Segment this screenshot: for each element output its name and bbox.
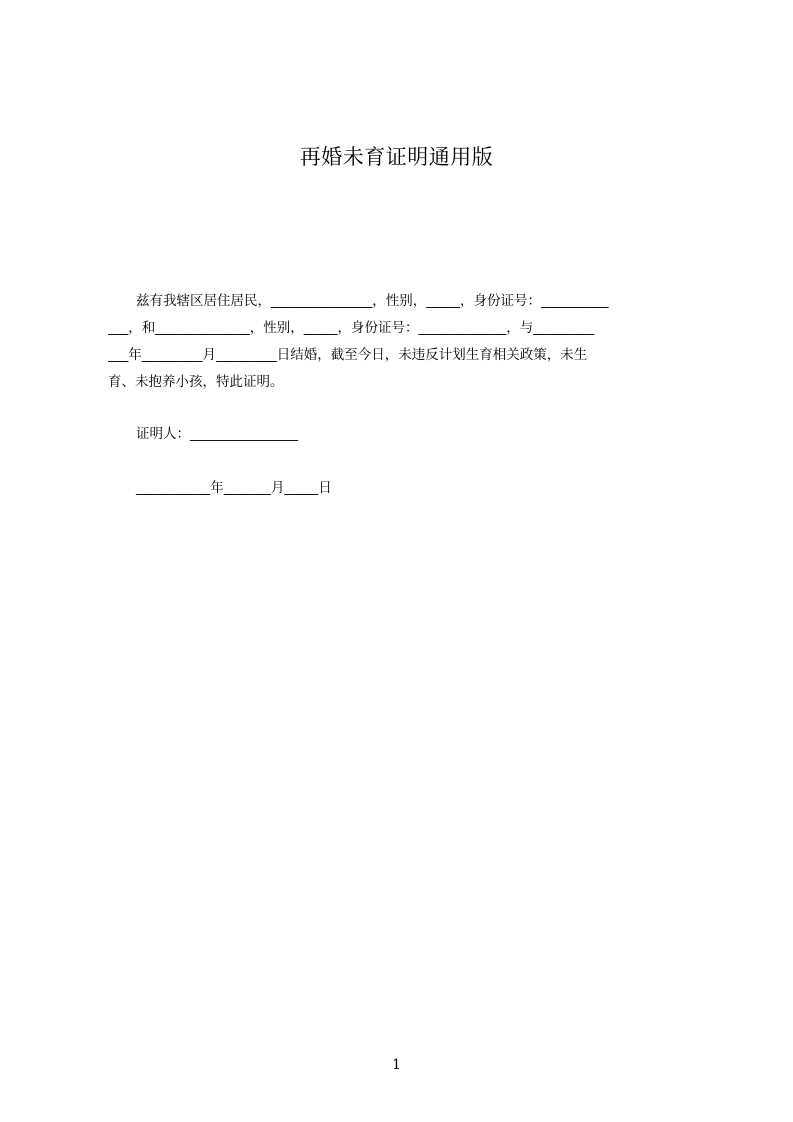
certificate-body xyxy=(108,288,700,396)
body-line-2: ___，和______________，性别，_____，身份证号：_____________，与_________ xyxy=(108,320,594,336)
certifier-signature-line: 证明人：________________ xyxy=(136,426,298,442)
body-line-4: 育、未抱养小孩，特此证明。 xyxy=(108,374,284,390)
body-line-1: 兹有我辖区居住居民，_______________，性别，_____，身份证号：__________ xyxy=(136,293,609,309)
date-line: ___________年_______月_____日 xyxy=(136,480,332,496)
page-number: 1 xyxy=(392,1057,401,1073)
document-title: 再婚未育证明通用版 xyxy=(299,145,494,169)
body-line-3: ___年_________月_________日结婚，截至今日，未违反计划生育相关政策，未生 xyxy=(108,347,588,363)
